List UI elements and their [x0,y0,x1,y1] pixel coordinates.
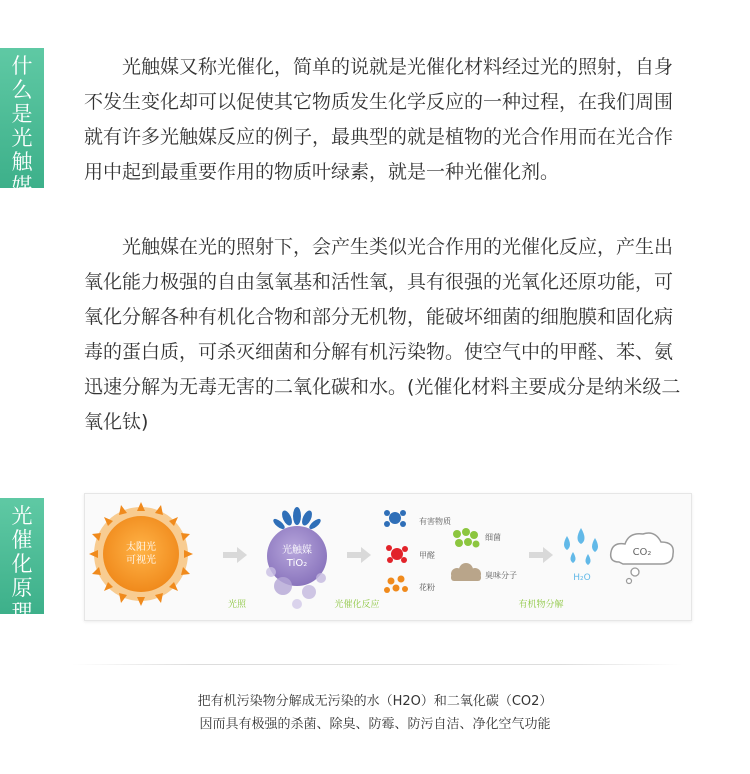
tab-char: 是 [11,102,33,126]
label-decompose: 有机物分解 [518,600,564,610]
intro-paragraph: 光触媒又称光催化，简单的说就是光催化材料经过光的照射，自身不发生变化却可以促使其它物质发生化学反应的一种过程，在我们周围就有许多光触媒反应的例子，最典型的就是植物的光合作用而在光合作用中起到最重要作用的物质叶绿素，就是一种光催化剂。 [84,56,674,183]
photocatalysis-diagram [84,493,692,621]
sun-label-line1: 太阳光 [126,542,156,553]
tab-char: 催 [11,528,33,552]
divider [72,664,682,665]
diagram-svg [85,494,691,620]
tab-char: 触 [11,150,33,174]
sun-label-line2: 可视光 [126,555,156,566]
catalyst-label-line1: 光触媒 [282,545,312,556]
catalyst-label-line2: TiO₂ [286,558,308,569]
co2-label: CO₂ [632,547,652,558]
tab-char: 什 [11,54,33,78]
formaldehyde-icon [386,545,408,563]
odor-icon [451,563,481,581]
caption-line2: 因而具有极强的杀菌、除臭、防霉、防污自洁、净化空气功能 [199,717,551,732]
water-drops-icon [564,528,598,565]
sun-icon [89,502,193,606]
section-tab-what-is-photocatalyst [0,48,44,198]
mechanism-paragraph: 光触媒在光的照射下，会产生类似光合作用的光催化反应，产生出氧化能力极强的自由氢氧基和活性氧，具有很强的光氧化还原功能，可氧化分解各种有机化合物和部分无机物，能破坏细菌的细胞膜和固化病毒的蛋白质，可杀灭细菌和分解有机污染物。使空气中的甲醛、苯、氨迅速分解为无毒无害的二氧化碳和水。(光催化材料主要成分是纳米级二氧化钛) [84,236,681,433]
harmful-substance-icon [384,510,406,527]
pollen-icon [384,576,408,594]
caption-line1: 把有机污染物分解成无污染的水（H2O）和二氧化碳（CO2） [197,694,553,709]
pollutant-label: 有害物质 [419,517,451,526]
tab-char: 么 [11,78,33,102]
tab-char: 媒 [11,174,33,198]
bacteria-icon [453,528,480,548]
tab-char: 化 [11,552,33,576]
water-label: H₂O [573,573,591,583]
tab-char: 理 [11,600,33,624]
arrow-icon [529,547,553,563]
tab-char: 光 [11,126,33,150]
label-light: 光照 [227,600,247,610]
pollutant-label: 甲醛 [419,551,435,560]
tab-char: 原 [11,576,33,600]
arrow-icon [223,547,247,563]
arrow-icon [347,547,371,563]
pollutant-label: 花粉 [419,583,435,592]
section-tab-principle [0,498,44,624]
bacteria-label: 细菌 [485,533,501,542]
tab-char: 光 [11,504,33,528]
label-reaction: 光催化反应 [334,600,380,610]
co2-cloud-icon [611,533,674,584]
odor-label: 臭味分子 [485,571,517,580]
